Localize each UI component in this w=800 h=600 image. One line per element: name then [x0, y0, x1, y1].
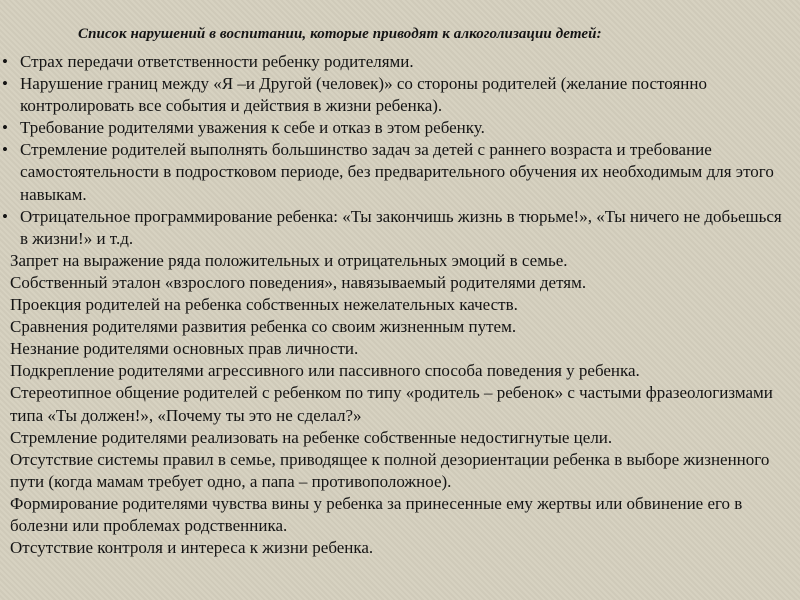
list-item [0, 493, 790, 537]
list-item-text: Стремление родителями реализовать на ребенке собственные недостигнутые цели. [10, 427, 613, 447]
slide-title: Список нарушений в воспитании, которые приводят к алкоголизации детей: [78, 26, 602, 42]
list-item [0, 338, 790, 360]
list-item [0, 382, 790, 426]
bullet-icon [0, 382, 12, 404]
list-item [0, 449, 790, 493]
list-item-text: Отсутствие системы правил в семье, приводящее к полной дезориентации ребенка в выборе жизненного пути (когда мамам требует одно, а папа – противоположное). [10, 449, 770, 491]
list-item [0, 51, 790, 73]
list-item [0, 294, 790, 316]
bullet-icon [0, 449, 12, 471]
list-item-text: Стереотипное общение родителей с ребенком по типу «родитель – ребенок» с частыми фразеологизмами типа «Ты должен!», «Почему ты это не сделал?» [10, 383, 773, 425]
list-item-text: Формирование родителями чувства вины у ребенка за принесенные ему жертвы или обвинение его в болезни или проблемах родственника. [10, 493, 743, 535]
bullet-icon [0, 427, 12, 449]
list-item-text: Незнание родителями основных прав личности. [10, 339, 359, 359]
list-item [0, 360, 790, 382]
bullet-icon [0, 360, 12, 382]
list-item [0, 537, 790, 559]
list-item [0, 427, 790, 449]
bullet-icon [0, 316, 12, 338]
bullet-icon: • [2, 118, 8, 138]
list-item [0, 73, 790, 117]
list-item-text: Проекция родителей на ребенка собственных нежелательных качеств. [10, 295, 518, 315]
list-item [0, 117, 790, 139]
list-item-text: Требование родителями уважения к себе и отказ в этом ребенку. [20, 118, 485, 138]
bullet-icon: • [2, 206, 8, 226]
list-item [0, 272, 790, 294]
list-item-text: Отрицательное программирование ребенка: «Ты закончишь жизнь в тюрьме!», «Ты ничего не добьешься в жизни!» и т.д. [20, 206, 782, 248]
bullet-icon: • [2, 74, 8, 94]
list-item-text: Нарушение границ между «Я –и Другой (человек)» со стороны родителей (желание постоянно контролировать все события и действия в жизни ребенка). [20, 74, 707, 116]
bullet-icon [0, 272, 12, 294]
bullet-icon [0, 537, 12, 559]
list-item-text: Отсутствие контроля и интереса к жизни ребенка. [10, 538, 374, 558]
bullet-icon [0, 338, 12, 360]
list-item [0, 316, 790, 338]
list-item-text: Запрет на выражение ряда положительных и отрицательных эмоций в семье. [10, 250, 568, 270]
violations-list [0, 51, 790, 559]
list-item-text: Собственный эталон «взрослого поведения», навязываемый родителями детям. [10, 272, 587, 292]
bullet-icon: • [2, 140, 8, 160]
list-item-text: Сравнения родителями развития ребенка со своим жизненным путем. [10, 317, 517, 337]
bullet-icon [0, 493, 12, 515]
list-item-text: Стремление родителей выполнять большинство задач за детей с раннего возраста и требование самостоятельности в подростковом периоде, без предварительного обучения их необходимым для этого навыкам. [20, 140, 774, 204]
list-item-text: Подкрепление родителями агрессивного или пассивного способа поведения у ребенка. [10, 361, 640, 381]
list-item [0, 250, 790, 272]
list-item [0, 206, 790, 250]
bullet-icon [0, 250, 12, 272]
list-item-text: Страх передачи ответственности ребенку родителями. [20, 52, 414, 71]
bullet-icon: • [2, 52, 8, 71]
list-item [0, 139, 790, 205]
bullet-icon [0, 294, 12, 316]
